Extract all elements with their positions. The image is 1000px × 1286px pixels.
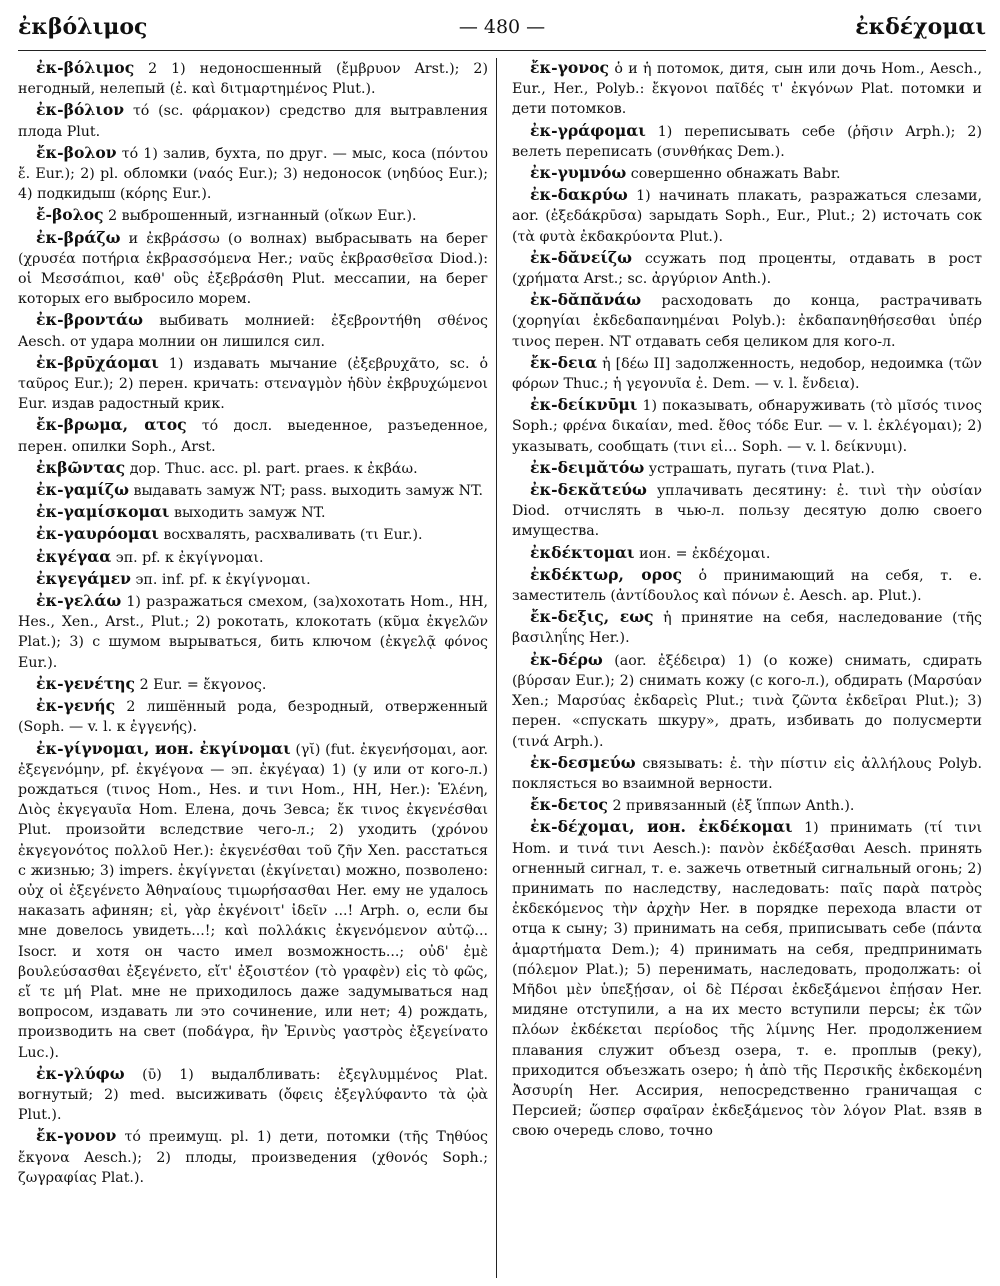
entry-definition: выдавать замуж NT; pass. выходить замуж NT. [133, 483, 483, 500]
dictionary-entry [18, 1064, 488, 1126]
entry-definition: 1) показывать, обнаруживать (τὸ μῖσός τινος Soph.; φρένα δικαίαν, med. ἔθος τόδε Eur. — v. l. ἐκλέγομαι); 2) указывать, сообщать (τινι εἰ... Soph. — v. l. δείκνυμι). [512, 398, 982, 455]
entry-definition: 1) переписывать себе (ῥῆσιν Arph.); 2) велеть переписать (συνθήκας Dem.). [512, 123, 982, 160]
running-head-left: ἐκβόλιμος [18, 14, 148, 40]
entry-definition: восхвалять, расхваливать (τι Eur.). [163, 527, 423, 544]
entry-definition: и ἐκβράσσω (о волнах) выбрасывать на берег (χρυσέα ποτήρια ἐκβρασσόμενα Her.; ναῦς ἐκβρασθεῖσα Diod.): οἱ Μεσσάπιοι, καθ' οὓς ἐξεβράσθη Plut. мессапии, на берег которых его выбросило морем. [18, 230, 488, 308]
page-header [18, 14, 986, 44]
dictionary-entry [512, 817, 982, 1141]
entry-definition: дор. Thuc. acc. pl. part. praes. к ἐκβάω. [129, 460, 418, 477]
entry-definition: τό (sc. φάρμακον) средство для вытравления плода Plut. [18, 103, 489, 140]
entry-headword: ἔκ-γονος [530, 58, 610, 77]
dictionary-entry [18, 58, 488, 99]
dictionary-entry [18, 205, 488, 226]
entry-definition: 2 Eur. = ἔκγονος. [139, 676, 267, 693]
dictionary-entry [512, 458, 982, 479]
dictionary-entry [18, 353, 488, 415]
dictionary-entry [18, 502, 488, 523]
dictionary-entry [18, 310, 488, 351]
dictionary-entry [512, 543, 982, 564]
dictionary-entry [18, 547, 488, 568]
dictionary-entry [512, 290, 982, 352]
entry-definition: 2 1) недоносшенный (ἔμβρυον Arst.); 2) негодный, нелепый (ἐ. καὶ διτμαρτημένος Plut.). [18, 61, 488, 98]
dictionary-entry [18, 458, 488, 479]
entry-definition: 1) начинать плакать, разражаться слезами, aor. (ἐξεδάκρῡσα) зарыдать Soph., Eur., Plut.; 2) источать сок (τὰ φυτὰ ἐκδακρύοντα Plut.). [512, 188, 982, 245]
entry-definition: 1) издавать мычание (ἐξεβρυχᾶτο, sc. ὁ ταῦρος Eur.); 2) перен. кричать: στεναγμὸν ἡδὺν ἐκβρυχώμενοι Eur. издав радостный крик. [18, 355, 488, 413]
entry-headword: ἐκ-γαμίζω [36, 480, 129, 500]
entry-definition: уплачивать десятину: ἐ. τινὶ τὴν οὐσίαν Diod. отчислять в чью-л. пользу десятую долю своего имущества. [512, 483, 982, 540]
dictionary-entry [18, 696, 488, 737]
entry-definition: ион. = ἐκδέχομαι. [639, 545, 771, 562]
entry-headword: ἐκ-δείκνῡμι [530, 395, 638, 415]
entry-headword: ἐκ-δακρύω [530, 185, 628, 205]
entry-headword: ἐκγέγαα [36, 546, 112, 566]
entry-headword: ἐκ-δέρω [530, 649, 603, 669]
entry-headword: ἐκ-γλύφω [36, 1063, 125, 1083]
entry-headword: ἐκ-γενής [36, 696, 116, 716]
entry-headword: ἔκ-δεια [530, 352, 598, 372]
entry-definition: выбивать молнией: ἐξεβροντήθη σθένος Aesch. от удара молнии он лишился сил. [18, 313, 488, 350]
dictionary-entry [18, 143, 488, 205]
entry-headword: ἐκ-δέχομαι, ион. ἐκδέκομαι [530, 817, 793, 837]
dictionary-entry [18, 480, 488, 501]
entry-headword: ἐκ-δᾰπᾰνάω [530, 290, 642, 310]
entry-definition: (aor. ἐξέδειρα) 1) (о коже) снимать, сдирать (βύρσαν Eur.); 2) снимать кожу (с кого-л.), обдирать (Μαρσύαν Xen.; Μαρσύας ἐκδαρεὶς Plut.; τινὰ ζῶντα ἐκδεῖραι Plut.); 3) перен. «спускать шкуру», драть, избивать до полусмерти (τινά Arph.). [512, 652, 982, 750]
dictionary-entry [512, 607, 982, 648]
entry-headword: ἐκ-γενέτης [36, 673, 136, 693]
entry-definition: τό преимущ. pl. 1) дети, потомки (τῆς Τηθύος ἔκγονα Aesch.); 2) плоды, произведения (χθονός Soph.; ζωγραφίας Plat.). [18, 1129, 489, 1186]
entry-definition: эп. inf. pf. к ἐκγίγνομαι. [135, 571, 311, 588]
entry-definition: ἡ принятие на себя, наследование (τῆς βασιληΐης Her.). [512, 610, 982, 647]
running-head-right: ἐκδέχομαι [855, 14, 986, 40]
entry-headword: ἔκ-βολον [36, 142, 117, 162]
entry-definition: 2 лишённый рода, безродный, отверженный (Soph. — v. l. к ἐγγενής). [18, 699, 488, 736]
dictionary-entry [512, 185, 982, 247]
dictionary-entry [512, 163, 982, 184]
entry-headword: ἔκ-βρωμα, ατος [36, 415, 187, 435]
entry-definition: (ῡ) 1) выдалбливать: ἐξεγλυμμένος Plat. вогнутый; 2) med. высиживать (ὄφεις ἐξεγλύφαντο τὰ ᾠὰ Plut.). [18, 1066, 488, 1124]
entry-definition: ἡ [δέω II] задолженность, недобор, недоимка (τῶν φόρων Thuc.; ἡ γεγονυῖα ἐ. Dem. — v. l. ἔνδεια). [512, 355, 983, 393]
entry-headword: ἐκ-γίγνομαι, ион. ἐκγίνομαι [36, 738, 291, 758]
entry-definition: совершенно обнажать Babr. [630, 166, 841, 183]
entry-definition: ὁ и ἡ потомок, дитя, сын или дочь Hom., Aesch., Eur., Her., Polyb.: ἔκγονοι παῖδές τ' ἐκγόνων Plat. потомки и дети потомков. [512, 61, 983, 118]
entry-definition: (γῐ) (fut. ἐκγενήσομαι, aor. ἐξεγενόμην, pf. ἐκγέγονα — эп. ἐκγέγαα) 1) (у или от кого-л.) рождаться (τινος Hom., Hes. и τινι Hom., HH, Her.): Ἑλένη, Διὸς ἐκγεγαυῖα Hom. Елена, дочь Зевса; ἔκ τινος ἐκγενέσθαι Plut. произойти вследствие чего-л.; 2) уходить (χρόνου ἐκγεγονότος πολλοῦ Her.): ἐκγενέσθαι τοῦ ζῆν Xen. расстаться с жизнью; 3) impers. ἐκγίγνεται (ἐκγίνεται) можно, позволено: οὐχ οἱ ἐξεγένετο Ἀθηναίους τιμωρήσασθαι Her. ему не удалось наказать афинян; εἰ, γὰρ ἐκγένοιτ' ἰδεῖν ...! Arph. о, если бы мне довелось увидеть...!; καὶ πολλάκις ἐκγενόμενον αὐτῷ... Isocr. и хотя он часто имел возможность...; οὐδ' ἐμὲ βουλεύσασθαι ἐξεγένετο, εἴτ' ἐξοιστέον (τὸ γραφὲν) εἰς τὸ φῶς, εἴ τε μή Plat. мне не приходилось даже задумываться над вопросом, издавать ли это сочинение, или нет; 4) рождать, производить на свет (ποδάγρα, ἣν Ἐρινὺς γαστρὸς ἐξεγείνατο Luc.). [18, 741, 488, 1061]
entry-headword: ἐκ-βροντάω [36, 310, 143, 330]
entry-headword: ἐκ-βράζω [36, 227, 121, 247]
entry-definition: 2 выброшенный, изгнанный (οἴκων Eur.). [108, 208, 417, 225]
entry-headword: ἔ-βολος [36, 205, 104, 225]
dictionary-entry [18, 569, 488, 590]
entry-definition: связывать: ἐ. τὴν πίστιν εἰς ἀλλήλους Polyb. поклясться во взаимной верности. [512, 755, 982, 792]
entry-definition: выходить замуж NT. [173, 505, 326, 522]
dictionary-entry [512, 480, 982, 542]
entry-definition: 1) принимать (τί τινι Hom. и τινά τινι Aesch.): πανὸν ἐκδέξασθαι Aesch. принять огненный сигнал, т. е. зажечь ответный сигнальный огонь; 2) принимать по наследству, наследовать: παῖς παρὰ πατρὸς ἐκδεκόμενος τὴν ἀρχὴν Her. в порядке перехода власти от отца к сыну; 3) принимать на себя, приписывать себе (πάντα ἁμαρτήματα Dem.); 4) принимать на себя, предпринимать (πόλεμον Plat.); 5) перенимать, наследовать, продолжать: οἱ Μῆδοι μὲν ὑπεξῄσαν, οἱ δὲ Πέρσαι ἐκδεξάμενοι ἐπῄσαν Her. мидяне отступили, а на их место вступили персы; ἐκ τῶν πλόων ἐκδέκεται περίοδος τῆς λίμνης Her. продолжением плавания служит объезд озера, т. е. проплыв (реку), приходится объезжать озеро; ἡ ἀπὸ τῆς Περσικῆς ἐκδεκομένη Ἀσσυρίη Her. Ассирия, непосредственно граничащая с Персией; ὥσπερ σφαῖραν ἐκδεξάμενος τὸν λόγον Plat. взяв в свою очередь слово, точно [512, 820, 983, 1140]
entry-definition: ὁ принимающий на себя, т. е. заместитель (ἀντίδουλος καὶ πόνων ἐ. Aesch. ap. Plut.). [512, 567, 982, 605]
left-column [18, 58, 488, 1189]
column-divider [496, 58, 497, 1278]
entry-definition: 1) разражаться смехом, (за)хохотать Hom., HH, Hes., Xen., Arst., Plut.; 2) рокотать, клокотать (κῦμα ἐκγελῶν Plat.); 3) с шумом вырываться, бить ключом (ἐκγελᾷ φόνος Eur.). [18, 594, 488, 671]
dictionary-entry [512, 795, 982, 816]
dictionary-entry [18, 739, 488, 1063]
entry-headword: ἔκ-δετος [530, 795, 608, 815]
entry-definition: ссужать под проценты, отдавать в рост (χρήματα Arst.; sc. ἀργύριον Anth.). [512, 250, 982, 288]
entry-headword: ἐκ-δεκᾰτεύω [530, 480, 647, 500]
entry-headword: ἐκβῶντας [36, 457, 126, 477]
entry-headword: ἐκδέκτομαι [530, 542, 635, 562]
dictionary-entry [512, 395, 982, 457]
dictionary-entry [18, 100, 488, 141]
dictionary-entry [18, 228, 488, 310]
header-rule [18, 50, 986, 51]
entry-headword: ἐκγεγάμεν [36, 568, 131, 588]
entry-headword: ἐκ-δεσμεύω [530, 752, 636, 772]
dictionary-entry [18, 591, 488, 673]
entry-headword: ἐκ-γράφομαι [530, 120, 646, 140]
dictionary-entry [512, 753, 982, 794]
dictionary-entry [512, 650, 982, 752]
dictionary-entry [512, 121, 982, 162]
dictionary-entry [512, 353, 982, 394]
entry-definition: устрашать, пугать (τινα Plat.). [648, 460, 875, 477]
entry-headword: ἐκ-βόλιμος [36, 58, 135, 77]
entry-headword: ἔκ-γονον [36, 1126, 117, 1146]
dictionary-entry [18, 1126, 488, 1188]
entry-definition: эп. pf. к ἐκγίγνομαι. [115, 549, 264, 566]
dictionary-entry [18, 524, 488, 545]
dictionary-entry [18, 415, 488, 456]
entry-headword: ἐκ-γυμνόω [530, 163, 627, 183]
entry-headword: ἐκδέκτωρ, ορος [530, 564, 682, 584]
dictionary-entry [18, 674, 488, 695]
entry-headword: ἐκ-βόλιον [36, 100, 125, 120]
entry-headword: ἐκ-γαυρόομαι [36, 524, 159, 544]
entry-headword: ἐκ-βρῡχάομαι [36, 352, 159, 372]
dictionary-entry [512, 248, 982, 289]
entry-headword: ἐκ-δᾰνείζω [530, 247, 632, 267]
entry-definition: 2 привязанный (ἐξ ἵππων Anth.). [612, 798, 855, 815]
entry-headword: ἔκ-δεξις, εως [530, 607, 654, 627]
entry-headword: ἐκ-γελάω [36, 591, 122, 611]
entry-definition: τό досл. выеденное, разъеденное, перен. опилки Soph., Arst. [18, 418, 488, 455]
entry-headword: ἐκ-δειμᾰτόω [530, 457, 645, 477]
entry-headword: ἐκ-γαμίσκομαι [36, 502, 170, 522]
dictionary-entry [512, 565, 982, 606]
entry-definition: расходовать до конца, растрачивать (χορηγίαι ἐκδεδαπανημέναι Polyb.): ἐκδαπανηθήσεσθαι ὑπέρ τινος перен. NT отдавать себя целиком для кого-л. [512, 293, 982, 350]
dictionary-entry [512, 58, 982, 120]
page-number: — 480 — [458, 16, 546, 38]
right-column [512, 58, 982, 1143]
entry-definition: τό 1) залив, бухта, по друг. — мыс, коса (πόντου ἔ. Eur.); 2) pl. обломки (ναός Eur.); 3) недоносок (νηδύος Eur.); 4) подкидыш (κόρης Eur.). [18, 145, 488, 203]
